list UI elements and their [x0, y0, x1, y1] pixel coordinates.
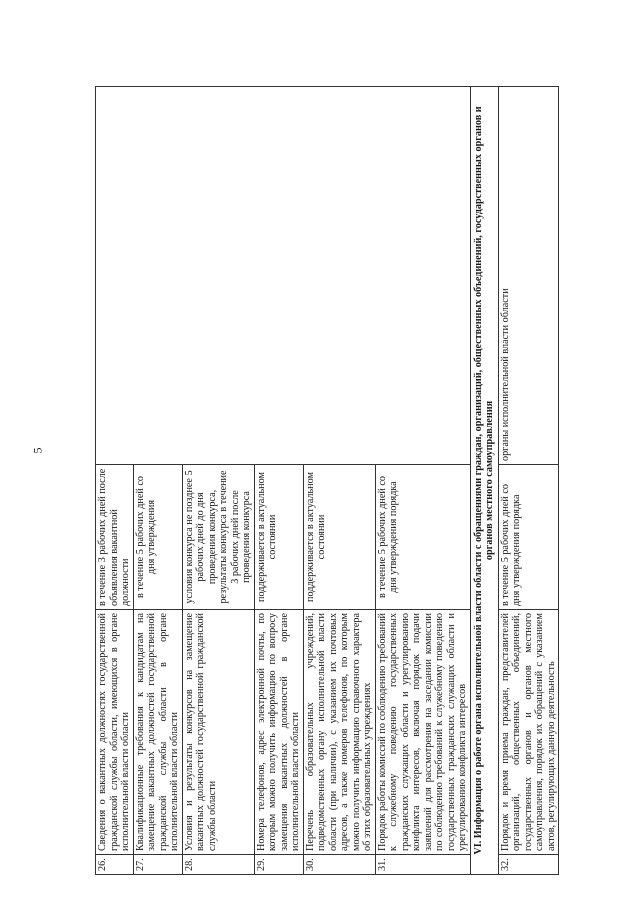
row-number: 27. — [133, 855, 182, 875]
section-heading-row — [470, 87, 498, 875]
row-number: 28. — [182, 855, 254, 875]
disclosure-table — [95, 86, 559, 875]
rotated-page-content — [95, 87, 557, 875]
row-term: поддерживается в актуальном состоянии — [254, 465, 303, 610]
row-term: в течение 5 рабочих дней со дня утверждения порядка — [498, 465, 559, 610]
row-number: 26. — [96, 855, 134, 875]
row-responsible: органы исполнительной власти области — [498, 87, 559, 465]
row-term: условия конкурса не позднее 5 рабочих дней до дня проведения конкурса, результаты конкурса в течение 3 рабочих дней после проведения конкурса — [182, 465, 254, 610]
row-description: Порядок работы комиссий по соблюдению требований к служебному поведению государственных гражданских служащих области и урегулированию конфликта интересов, включая порядок подачи заявлений для рассмотрения на заседании комиссии по соблюдению требований к служебному поведению государственных гражданских служащих области и урегулированию конфликта интересов — [375, 610, 470, 855]
row-term: поддерживается в актуальном состоянии — [303, 465, 375, 610]
row-number: 30. — [303, 855, 375, 875]
row-description: Номера телефонов, адрес электронной почты, по которым можно получить информацию по вопросу замещения вакантных должностей в органе исполнительной власти области — [254, 610, 303, 855]
row-number: 31. — [375, 855, 470, 875]
row-responsible-empty — [96, 87, 471, 465]
section-heading: VI. Информация о работе органа исполнительной власти области с обращениями граждан, организаций, общественных объединений, государственных органов и органов местного самоуправления — [470, 87, 498, 875]
row-term: в течение 3 рабочих дней после объявления вакантной должности — [96, 465, 134, 610]
row-term: в течение 5 рабочих дней со дня утверждения — [133, 465, 182, 610]
row-term: в течение 5 рабочих дней со дня утверждения порядка — [375, 465, 470, 610]
row-description: Порядок и время приема граждан, представителей организаций, общественных объединений, государственных органов и органов местного самоуправления, порядок их обращений с указанием актов, регулирующих данную деятельность — [498, 610, 559, 855]
table-row — [96, 87, 134, 875]
row-description: Перечень образовательных учреждений, подведомственных органу исполнительной власти области (при наличии), с указанием их почтовых адресов, а также номеров телефонов, по которым можно получить информацию справочного характера об этих образовательных учреждениях — [303, 610, 375, 855]
page-number: 5 — [30, 447, 45, 454]
row-description: Сведения о вакантных должностях государственной гражданской службы области, имеющихся в органе исполнительной власти области — [96, 610, 134, 855]
row-number: 29. — [254, 855, 303, 875]
table-row — [498, 87, 559, 875]
row-description: Условия и результаты конкурсов на замещение вакантных должностей государственной гражданской службы области — [182, 610, 254, 855]
row-description: Квалификационные требования к кандидатам на замещение вакантных должностей государственной гражданской службы области в органе исполнительной власти области — [133, 610, 182, 855]
row-number: 32. — [498, 855, 559, 875]
